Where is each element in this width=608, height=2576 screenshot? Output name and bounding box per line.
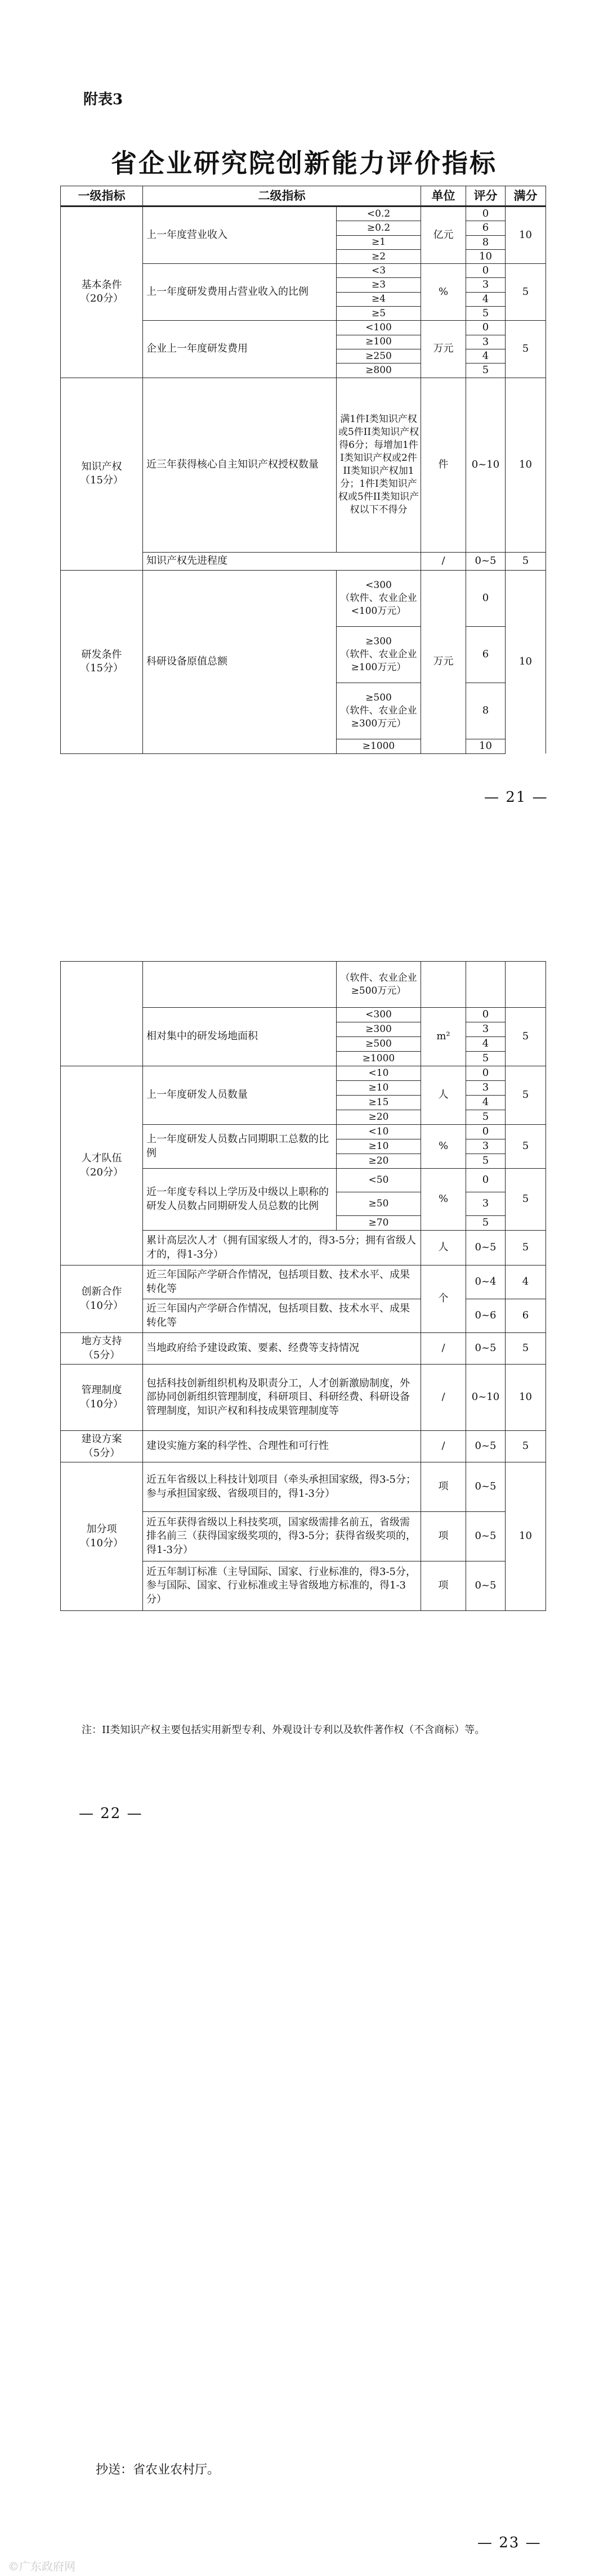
indicator-rd-staff: 上一年度研发人员数量 xyxy=(143,1066,337,1125)
category-plan: 建设方案 （5分） xyxy=(61,1431,143,1462)
unit: 项 xyxy=(421,1561,466,1611)
page-number-21: — 21 — xyxy=(484,789,548,806)
threshold: ≥1000 xyxy=(337,739,421,753)
threshold: <0.2 xyxy=(337,207,421,221)
unit: / xyxy=(421,1365,466,1431)
threshold: ≥10 xyxy=(337,1081,421,1096)
full-score: 5 xyxy=(506,1333,546,1365)
score: 4 xyxy=(466,1096,506,1110)
threshold: ≥1000 xyxy=(337,1052,421,1066)
document-title: 省企业研究院创新能力评价指标 xyxy=(111,148,497,178)
full-score: 5 xyxy=(506,264,546,321)
category-local-support: 地方支持 （5分） xyxy=(61,1333,143,1365)
full-score: 10 xyxy=(506,1462,546,1611)
category-bonus: 加分项 （10分） xyxy=(61,1462,143,1611)
indicator-ip-count: 近三年获得核心自主知识产权授权数量 xyxy=(143,378,337,552)
score: 5 xyxy=(466,1216,506,1231)
threshold: ≥0.2 xyxy=(337,221,421,235)
threshold: <10 xyxy=(337,1066,421,1081)
unit: % xyxy=(421,264,466,321)
watermark: ©广东政府网 xyxy=(8,2560,75,2573)
threshold: 满1件I类知识产权或5件II类知识产权得6分；每增加1件I类知识产权或2件II类知识产权加1分；1件I类知识产权或5件II类知识产权以下不得分 xyxy=(337,378,421,552)
category-cooperation: 创新合作 （10分） xyxy=(61,1265,143,1333)
full-score: 10 xyxy=(506,207,546,264)
header-score: 评分 xyxy=(466,186,506,207)
indicator-rd-ratio: 上一年度研发费用占营业收入的比例 xyxy=(143,264,337,321)
score: 0 xyxy=(466,1008,506,1022)
threshold: <10 xyxy=(337,1125,421,1139)
score: 8 xyxy=(466,683,506,739)
score: 3 xyxy=(466,1192,506,1216)
threshold: （软件、农业企业≥500万元） xyxy=(337,962,421,1008)
score: 3 xyxy=(466,1081,506,1096)
unit: 亿元 xyxy=(421,207,466,264)
score: 0~5 xyxy=(466,1512,506,1561)
full-score: 5 xyxy=(506,1431,546,1462)
score: 0~5 xyxy=(466,552,506,570)
threshold: <3 xyxy=(337,264,421,278)
score: 0~5 xyxy=(466,1561,506,1611)
full-score: 5 xyxy=(506,1125,546,1169)
score: 6 xyxy=(466,221,506,235)
score: 4 xyxy=(466,349,506,363)
score: 4 xyxy=(466,292,506,306)
category-rd: 研发条件 （15分） xyxy=(61,570,143,753)
score: 5 xyxy=(466,363,506,378)
full-score: 10 xyxy=(506,570,546,753)
header-level2: 二级指标 xyxy=(143,186,421,207)
score: 0~5 xyxy=(466,1462,506,1512)
unit-cont xyxy=(421,962,466,1008)
threshold: ≥300 xyxy=(337,1022,421,1037)
page-number-23: — 23 — xyxy=(477,2534,542,2551)
score: 0~4 xyxy=(466,1265,506,1299)
full-score: 4 xyxy=(506,1265,546,1299)
score: 0~10 xyxy=(466,1365,506,1431)
unit: 人 xyxy=(421,1231,466,1265)
unit: % xyxy=(421,1169,466,1231)
indicator-qualified-ratio: 近一年度专科以上学历及中级以上职称的研发人员数占同期研发人员总数的比例 xyxy=(143,1169,337,1231)
category-talent: 人才队伍 （20分） xyxy=(61,1066,143,1265)
full-score: 5 xyxy=(506,321,546,378)
score: 5 xyxy=(466,1110,506,1125)
unit: / xyxy=(421,552,466,570)
score: 0 xyxy=(466,1066,506,1081)
header-unit: 单位 xyxy=(421,186,466,207)
score: 0~6 xyxy=(466,1299,506,1333)
threshold: ≥100 xyxy=(337,335,421,349)
header-level1: 一级指标 xyxy=(61,186,143,207)
full-score: 6 xyxy=(506,1299,546,1333)
score: 5 xyxy=(466,1052,506,1066)
full-score: 5 xyxy=(506,1231,546,1265)
threshold: <300 xyxy=(337,1008,421,1022)
indicator-rd-expense: 企业上一年度研发费用 xyxy=(143,321,337,378)
indicator-revenue: 上一年度营业收入 xyxy=(143,207,337,264)
score: 0 xyxy=(466,570,506,626)
indicator-bonus-projects: 近五年省级以上科技计划项目（牵头承担国家级，得3-5分；参与承担国家级、省级项目的，得1-3分） xyxy=(143,1462,421,1512)
indicator-site-area: 相对集中的研发场地面积 xyxy=(143,1008,337,1066)
threshold: ≥50 xyxy=(337,1192,421,1216)
indicator-equipment-cont xyxy=(143,962,337,1008)
threshold: <50 xyxy=(337,1169,421,1192)
annex-label: 附表3 xyxy=(83,91,123,108)
score: 3 xyxy=(466,1022,506,1037)
unit: % xyxy=(421,1125,466,1169)
score: 0~10 xyxy=(466,378,506,552)
threshold: ≥500 xyxy=(337,1037,421,1052)
full-score: 5 xyxy=(506,1066,546,1125)
threshold: ≥5 xyxy=(337,307,421,321)
unit: 项 xyxy=(421,1462,466,1512)
threshold: ≥300 （软件、农业企业≥100万元） xyxy=(337,626,421,683)
page-22-23 xyxy=(0,816,608,2576)
indicator-domestic-coop: 近三年国内产学研合作情况，包括项目数、技术水平、成果转化等 xyxy=(143,1299,421,1333)
threshold: ≥70 xyxy=(337,1216,421,1231)
indicator-management: 包括科技创新组织机构及职责分工，人才创新激励制度，外部协同创新组织管理制度，科研项目、科研经费、科研设备管理制度，知识产权和科技成果管理制度等 xyxy=(143,1365,421,1431)
threshold: ≥500 （软件、农业企业≥300万元） xyxy=(337,683,421,739)
score: 10 xyxy=(466,739,506,753)
score: 0 xyxy=(466,1125,506,1139)
score: 8 xyxy=(466,235,506,249)
header-full: 满分 xyxy=(506,186,546,207)
score: 0~5 xyxy=(466,1231,506,1265)
score: 0~5 xyxy=(466,1431,506,1462)
threshold: ≥4 xyxy=(337,292,421,306)
score: 3 xyxy=(466,335,506,349)
unit: / xyxy=(421,1431,466,1462)
threshold: ≥800 xyxy=(337,363,421,378)
score: 3 xyxy=(466,278,506,292)
unit: 万元 xyxy=(421,570,466,753)
score: 0 xyxy=(466,1169,506,1192)
unit: 个 xyxy=(421,1265,466,1333)
score: 0 xyxy=(466,207,506,221)
cc-line: 抄送：省农业农村厅。 xyxy=(96,2463,220,2477)
indicator-high-talent: 累计高层次人才（拥有国家级人才的，得3-5分；拥有省级人才的，得1-3分） xyxy=(143,1231,421,1265)
page-21 xyxy=(0,0,608,816)
threshold: <300 （软件、农业企业<100万元） xyxy=(337,570,421,626)
score: 6 xyxy=(466,626,506,683)
score: 0~5 xyxy=(466,1333,506,1365)
table-note: 注：II类知识产权主要包括实用新型专利、外观设计专利以及软件著作权（不含商标）等。 xyxy=(82,1724,485,1736)
threshold: ≥3 xyxy=(337,278,421,292)
category-basic: 基本条件 （20分） xyxy=(61,207,143,378)
threshold: <100 xyxy=(337,321,421,335)
indicator-local-support: 当地政府给予建设政策、要素、经费等支持情况 xyxy=(143,1333,421,1365)
indicator-plan: 建设实施方案的科学性、合理性和可行性 xyxy=(143,1431,421,1462)
indicator-intl-coop: 近三年国际产学研合作情况，包括项目数、技术水平、成果转化等 xyxy=(143,1265,421,1299)
score: 5 xyxy=(466,307,506,321)
category-management: 管理制度 （10分） xyxy=(61,1365,143,1431)
threshold: ≥20 xyxy=(337,1154,421,1169)
indicator-bonus-awards: 近五年获得省级以上科技奖项，国家级需排名前五，省级需排名前三（获得国家级奖项的，得3-5分；获得省级奖项的，得1-3分） xyxy=(143,1512,421,1561)
category-ip: 知识产权 （15分） xyxy=(61,378,143,570)
indicator-ip-advanced: 知识产权先进程度 xyxy=(143,552,421,570)
threshold: ≥10 xyxy=(337,1139,421,1154)
unit: 人 xyxy=(421,1066,466,1125)
full-score: 10 xyxy=(506,378,546,552)
indicator-bonus-standards: 近五年制订标准（主导国际、国家、行业标准的，得3-5分，参与国际、国家、行业标准或主导省级地方标准的，得1-3分） xyxy=(143,1561,421,1611)
threshold: ≥250 xyxy=(337,349,421,363)
score: 10 xyxy=(466,249,506,263)
score: 3 xyxy=(466,1139,506,1154)
unit: 项 xyxy=(421,1512,466,1561)
full-score: 5 xyxy=(506,552,546,570)
indicator-staff-ratio: 上一年度研发人员数占同期职工总数的比例 xyxy=(143,1125,337,1169)
threshold: ≥20 xyxy=(337,1110,421,1125)
unit: 件 xyxy=(421,378,466,552)
threshold: ≥15 xyxy=(337,1096,421,1110)
score: 0 xyxy=(466,264,506,278)
threshold: ≥1 xyxy=(337,235,421,249)
unit: 万元 xyxy=(421,321,466,378)
score-cont xyxy=(466,962,506,1008)
indicator-equipment: 科研设备原值总额 xyxy=(143,570,337,753)
evaluation-table-part1 xyxy=(60,186,546,754)
unit: m² xyxy=(421,1008,466,1066)
page-number-22: — 22 — xyxy=(79,1805,143,1822)
threshold: ≥2 xyxy=(337,249,421,263)
category-rd-cont xyxy=(61,962,143,1066)
unit: / xyxy=(421,1333,466,1365)
full-score: 10 xyxy=(506,1365,546,1431)
full-score: 5 xyxy=(506,1008,546,1066)
score: 0 xyxy=(466,321,506,335)
evaluation-table-part2 xyxy=(60,961,546,1611)
full-score-cont xyxy=(506,962,546,1008)
score: 5 xyxy=(466,1154,506,1169)
full-score: 5 xyxy=(506,1169,546,1231)
score: 4 xyxy=(466,1037,506,1052)
